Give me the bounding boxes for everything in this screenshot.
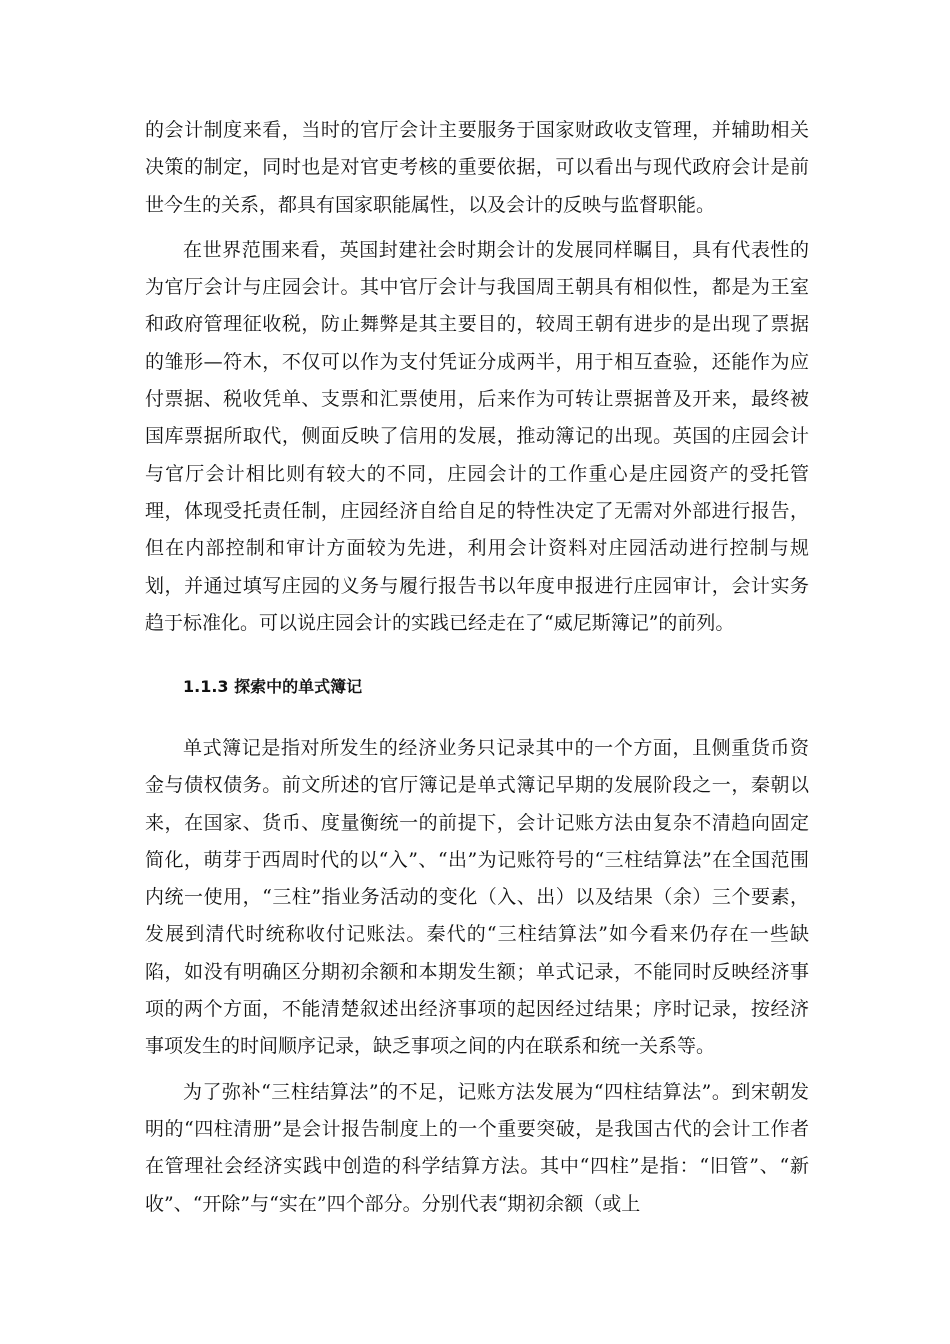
paragraph-continued: 的会计制度来看，当时的官厅会计主要服务于国家财政收支管理，并辅助相关决策的制定，同时也是对官吏考核的重要依据，可以看出与现代政府会计是前世今生的关系，都具有国家职能属性，以及会计的反映与监督职能。 (145, 119, 809, 216)
paragraph-england-accounting: 在世界范围来看，英国封建社会时期会计的发展同样瞩目，具有代表性的为官厅会计与庄园会计。其中官厅会计与我国周王朝具有相似性，都是为王室和政府管理征收税，防止舞弊是其主要目的，较周王朝有进步的是出现了票据的雏形—符木，不仅可以作为支付凭证分成两半，用于相互查验，还能作为应付票据、税收凭单、支票和汇票使用，后来作为可转让票据普及开来，最终被国库票据所取代，侧面反映了信用的发展，推动簿记的出现。英国的庄园会计与官厅会计相比则有较大的不同，庄园会计的工作重心是庄园资产的受托管理，体现受托责任制，庄园经济自给自足的特性决定了无需对外部进行报告，但在内部控制和审计方面较为先进，利用会计资料对庄园活动进行控制与规划，并通过填写庄园的义务与履行报告书以年度申报进行庄园审计，会计实务趋于标准化。可以说庄园会计的实践已经走在了“威尼斯簿记”的前列。 (145, 238, 809, 634)
paragraph-four-pillar: 为了弥补“三柱结算法”的不足，记账方法发展为“四柱结算法”。到宋朝发明的“四柱清册”是会计报告制度上的一个重要突破，是我国古代的会计工作者在管理社会经济实践中创造的科学结算方法。其中“四柱”是指：“旧管”、“新收”、“开除”与“实在”四个部分。分别代表“期初余额（或上 (145, 1080, 809, 1215)
body-text-bottom (145, 730, 809, 1223)
body-text-top (145, 112, 809, 642)
section-heading: 1.1.3 探索中的单式簿记 (183, 677, 363, 696)
paragraph-single-entry: 单式簿记是指对所发生的经济业务只记录其中的一个方面，且侧重货币资金与债权债务。前文所述的官厅簿记是单式簿记早期的发展阶段之一，秦朝以来，在国家、货币、度量衡统一的前提下，会计记账方法由复杂不清趋向固定简化，萌芽于西周时代的以“入”、“出”为记账符号的“三柱结算法”在全国范围内统一使用，“三柱”指业务活动的变化（入、出）以及结果（余）三个要素，发展到清代时统称收付记账法。秦代的“三柱结算法”如今看来仍存在一些缺陷，如没有明确区分期初余额和本期发生额；单式记录，不能同时反映经济事项的两个方面，不能清楚叙述出经济事项的起因经过结果；序时记录，按经济事项发生的时间顺序记录，缺乏事项之间的内在联系和统一关系等。 (145, 737, 809, 1058)
